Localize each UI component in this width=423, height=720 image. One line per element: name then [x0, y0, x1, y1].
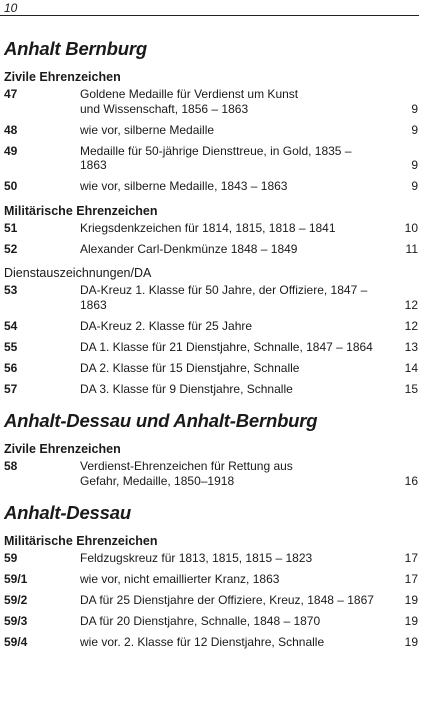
header-rule: [0, 15, 419, 16]
entry-description-line: Feldzugskreuz für 1813, 1815, 1815 – 1823: [80, 551, 313, 565]
entry-number: 58: [4, 459, 18, 473]
entry-description: [80, 319, 378, 334]
entry-number: 59: [4, 551, 18, 565]
entry-number: 52: [4, 241, 18, 256]
entry-number: 50: [4, 179, 18, 193]
entry-list: [0, 87, 423, 194]
index-entry: [0, 283, 423, 312]
entry-list: [0, 459, 423, 488]
entry-number: 51: [4, 220, 18, 235]
entry-description: [80, 87, 378, 116]
entry-description: [80, 361, 378, 376]
entry-description: [80, 179, 378, 194]
index-entry: [0, 361, 423, 376]
entry-number: 57: [4, 381, 18, 396]
entry-number: 53: [4, 283, 18, 297]
entry-number: 59/4: [4, 635, 28, 649]
index-entry: [0, 340, 423, 355]
entry-description: [80, 459, 378, 488]
entry-description-line: DA-Kreuz 1. Klasse für 50 Jahre, der Offiziere, 1847 – 1863: [80, 283, 368, 312]
group-heading: Zivile Ehrenzeichen: [4, 442, 121, 456]
index-entry: [0, 144, 423, 173]
index-entry: [0, 551, 423, 566]
group-heading: Dienstauszeichnungen/DA: [4, 266, 152, 280]
entry-page: 13: [404, 339, 418, 354]
entry-description: [80, 221, 378, 236]
entry-list: [0, 221, 423, 257]
entry-page: 17: [404, 572, 418, 586]
entry-description: [80, 123, 378, 138]
entry-description: [80, 340, 378, 355]
entry-number: 49: [4, 143, 18, 158]
entry-page: 9: [411, 122, 418, 137]
entry-page: 17: [404, 551, 418, 565]
entry-description-line: wie vor. 2. Klasse für 12 Dienstjahre, Schnalle: [80, 635, 325, 649]
entry-description-line: Alexander Carl-Denkmünze 1848 – 1849: [80, 241, 298, 256]
index-entry: [0, 123, 423, 138]
section-title: Anhalt-Dessau und Anhalt-Bernburg: [4, 410, 318, 431]
entry-description: [80, 242, 378, 257]
entry-description-line: wie vor, nicht emaillierter Kranz, 1863: [80, 572, 280, 586]
index-entry: [0, 459, 423, 488]
entry-page: 16: [404, 473, 418, 488]
index-entry: [0, 382, 423, 397]
entry-description: [80, 283, 378, 312]
entry-description-line: DA-Kreuz 2. Klasse für 25 Jahre: [80, 318, 253, 333]
entry-page: 10: [404, 220, 418, 235]
entry-description-line: Medaille für 50-jährige Diensttreue, in Gold, 1835 – 1863: [80, 143, 352, 172]
entry-description: [80, 593, 378, 608]
entry-description: [80, 551, 378, 566]
entry-number: 48: [4, 122, 18, 137]
entry-description-line: DA für 20 Dienstjahre, Schnalle, 1848 – 1870: [80, 614, 321, 628]
entry-description-line: Verdienst-Ehrenzeichen für Rettung aus: [80, 459, 293, 473]
entry-page: 9: [411, 179, 418, 193]
entry-page: 19: [404, 593, 418, 607]
index-entry: [0, 635, 423, 650]
section-title: Anhalt-Dessau: [4, 502, 131, 523]
entry-number: 54: [4, 318, 18, 333]
entry-description: [80, 382, 378, 397]
entry-description-line: wie vor, silberne Medaille: [80, 122, 215, 137]
entry-description-line: Kriegsdenkzeichen für 1814, 1815, 1818 – 1841: [80, 220, 336, 235]
entry-description-line: DA für 25 Dienstjahre der Offiziere, Kreuz, 1848 – 1867: [80, 593, 374, 607]
entry-page: 9: [411, 158, 418, 172]
entry-number: 59/3: [4, 614, 28, 628]
entry-page: 19: [404, 614, 418, 628]
entry-number: 59/1: [4, 572, 28, 586]
index-entry: [0, 221, 423, 236]
group-heading: Zivile Ehrenzeichen: [4, 70, 121, 84]
entry-description-line: DA 2. Klasse für 15 Dienstjahre, Schnalle: [80, 360, 300, 375]
entry-list: [0, 283, 423, 396]
entry-number: 55: [4, 339, 18, 354]
entry-page: 14: [404, 360, 418, 375]
index-entry: [0, 87, 423, 116]
entry-list: [0, 551, 423, 650]
entry-description-line: wie vor, silberne Medaille, 1843 – 1863: [80, 179, 288, 193]
entry-description-line: und Wissenschaft, 1856 – 1863: [80, 101, 249, 116]
section-title: Anhalt Bernburg: [4, 38, 147, 59]
entry-page: 11: [405, 241, 418, 256]
group-heading: Militärische Ehrenzeichen: [4, 534, 158, 548]
entry-description: [80, 572, 378, 587]
index-entry: [0, 242, 423, 257]
entry-description: [80, 144, 378, 173]
entry-number: 59/2: [4, 593, 28, 607]
entry-description-line: DA 1. Klasse für 21 Dienstjahre, Schnalle, 1847 – 1864: [80, 339, 373, 354]
index-entry: [0, 614, 423, 629]
entry-page: 19: [404, 635, 418, 649]
entry-description-line: DA 3. Klasse für 9 Dienstjahre, Schnalle: [80, 381, 293, 396]
group-heading: Militärische Ehrenzeichen: [4, 203, 158, 218]
index-entry: [0, 572, 423, 587]
index-entry: [0, 179, 423, 194]
entry-number: 47: [4, 87, 18, 101]
entry-page: 15: [404, 381, 418, 396]
index-entry: [0, 319, 423, 334]
entry-description-line: Gefahr, Medaille, 1850–1918: [80, 473, 235, 488]
index-content: [0, 36, 423, 656]
entry-page: 12: [404, 297, 418, 312]
entry-description-line: Goldene Medaille für Verdienst um Kunst: [80, 87, 299, 101]
entry-description: [80, 614, 378, 629]
entry-page: 9: [411, 101, 418, 116]
index-entry: [0, 593, 423, 608]
entry-page: 12: [404, 318, 418, 333]
entry-description: [80, 635, 378, 650]
page-number: 10: [4, 1, 18, 15]
entry-number: 56: [4, 360, 18, 375]
